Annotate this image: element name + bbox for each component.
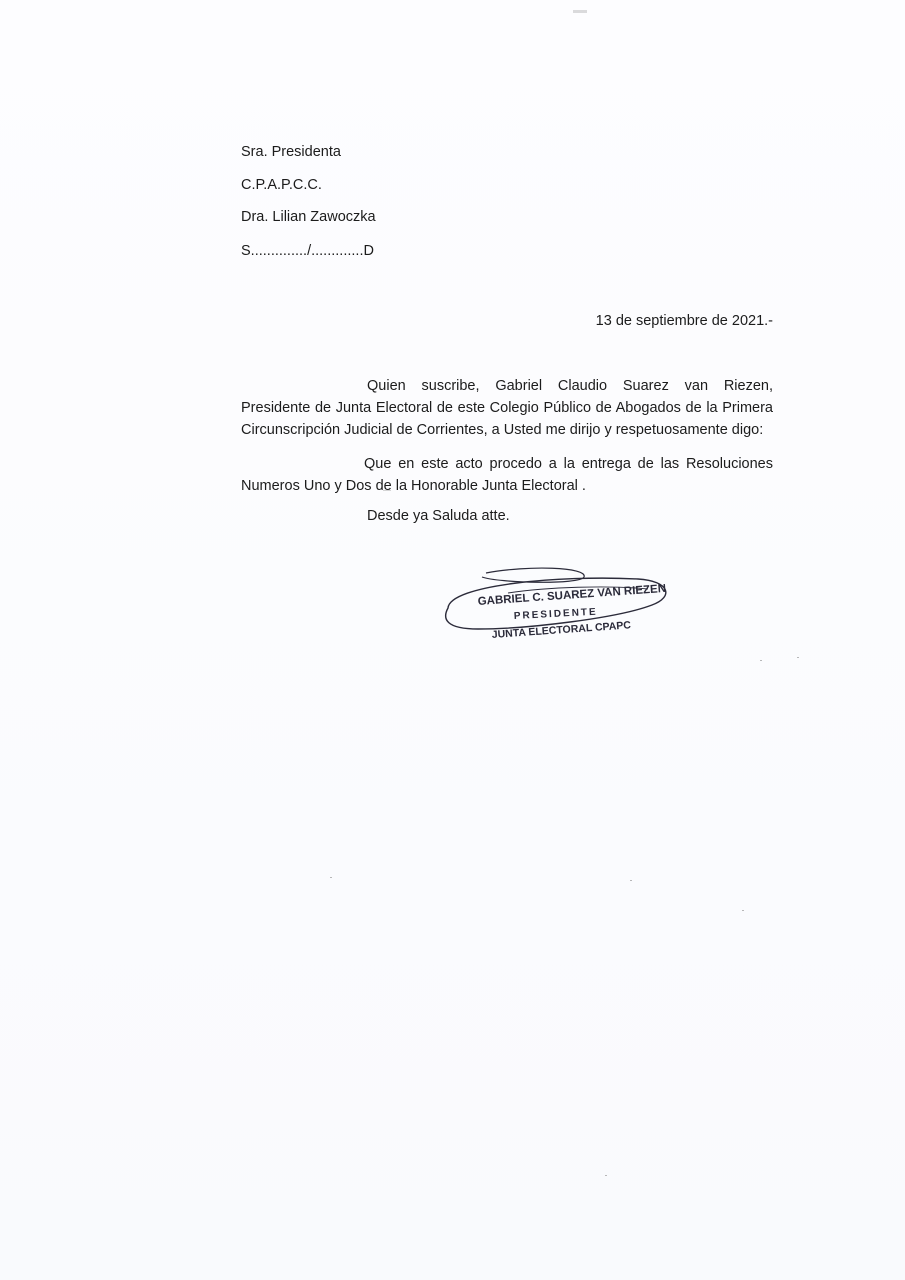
- body-paragraph-1: Quien suscribe, Gabriel Claudio Suarez van Riezen, Presidente de Junta Electoral de este Colegio Público de Abogados de la Primera Circunscripción Judicial de Corrientes, a Usted me dirijo y respetuosamente digo:: [241, 378, 773, 438]
- signature-scribble-top: [482, 568, 584, 582]
- stamp-name: GABRIEL C. SUAREZ VAN RIEZEN: [477, 582, 667, 608]
- scan-speck: [605, 1175, 607, 1176]
- scan-speck: [797, 657, 799, 658]
- scan-speck: [760, 660, 762, 661]
- recipient-organization: C.P.A.P.C.C.: [241, 177, 322, 193]
- scan-speck: [630, 880, 632, 881]
- stamp-title: PRESIDENTE: [513, 606, 598, 622]
- scan-speck: [330, 877, 332, 878]
- stamp-office: JUNTA ELECTORAL CPAPC: [491, 619, 632, 641]
- scan-speck: [742, 910, 744, 911]
- recipient-salutation: S............../.............D: [241, 243, 374, 259]
- signature-stamp: [438, 563, 670, 648]
- scan-speck: [383, 490, 391, 491]
- recipient-title: Sra. Presidenta: [241, 144, 341, 160]
- scan-speck: [573, 10, 587, 13]
- recipient-name: Dra. Lilian Zawoczka: [241, 209, 376, 225]
- letter-date: 13 de septiembre de 2021.-: [595, 313, 773, 329]
- closing-line: Desde ya Saluda atte.: [367, 508, 510, 524]
- body-paragraph-2: Que en este acto procedo a la entrega de las Resoluciones Numeros Uno y Dos de la Honorable Junta Electoral .: [241, 456, 773, 494]
